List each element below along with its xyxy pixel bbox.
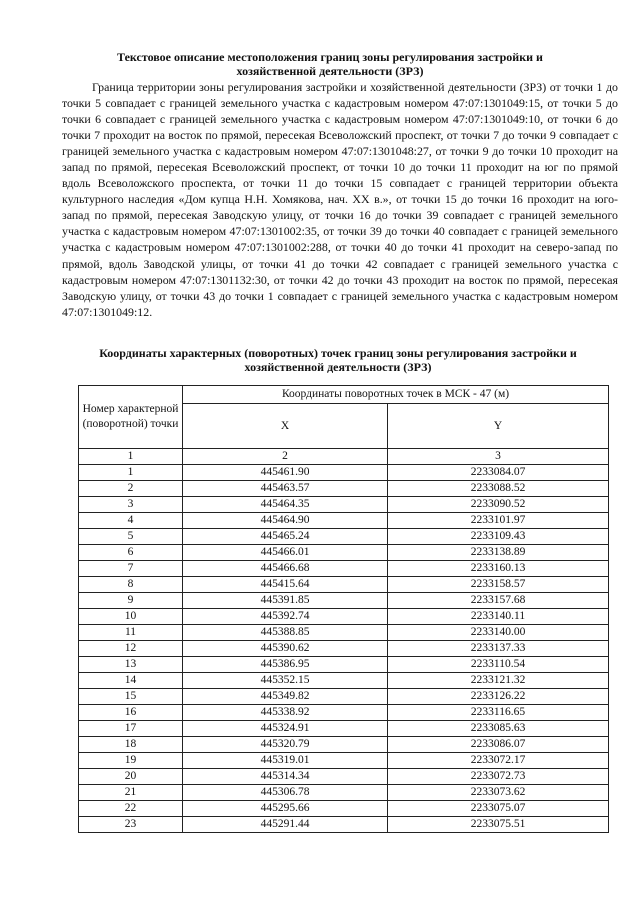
y-coordinate-cell: 2233140.11 xyxy=(388,609,609,625)
table-row xyxy=(79,513,609,529)
table-row xyxy=(79,737,609,753)
x-coordinate-cell: 445390.62 xyxy=(183,641,388,657)
index-cell: 1 xyxy=(79,449,183,465)
x-coordinate-cell: 445466.01 xyxy=(183,545,388,561)
point-number-cell: 7 xyxy=(79,561,183,577)
index-cell: 3 xyxy=(388,449,609,465)
point-number-cell: 2 xyxy=(79,481,183,497)
header-coordinates: Координаты поворотных точек в МСК - 47 (м) xyxy=(183,386,609,404)
x-coordinate-cell: 445324.91 xyxy=(183,721,388,737)
y-coordinate-cell: 2233137.33 xyxy=(388,641,609,657)
y-coordinate-cell: 2233101.97 xyxy=(388,513,609,529)
point-number-cell: 3 xyxy=(79,497,183,513)
x-coordinate-cell: 445461.90 xyxy=(183,465,388,481)
y-coordinate-cell: 2233075.07 xyxy=(388,801,609,817)
point-number-cell: 8 xyxy=(79,577,183,593)
point-number-cell: 14 xyxy=(79,673,183,689)
point-number-cell: 1 xyxy=(79,465,183,481)
table-header-row xyxy=(79,386,609,404)
header-x: X xyxy=(183,404,388,449)
point-number-cell: 18 xyxy=(79,737,183,753)
x-coordinate-cell: 445388.85 xyxy=(183,625,388,641)
coordinates-table xyxy=(78,385,609,833)
description-title xyxy=(60,50,600,78)
point-number-cell: 5 xyxy=(79,529,183,545)
table-row xyxy=(79,609,609,625)
table-row xyxy=(79,545,609,561)
y-coordinate-cell: 2233084.07 xyxy=(388,465,609,481)
x-coordinate-cell: 445314.34 xyxy=(183,769,388,785)
header-y: Y xyxy=(388,404,609,449)
point-number-cell: 23 xyxy=(79,817,183,833)
header-point-number: Номер характерной (поворотной) точки xyxy=(79,386,183,449)
point-number-cell: 21 xyxy=(79,785,183,801)
point-number-cell: 13 xyxy=(79,657,183,673)
table-row xyxy=(79,753,609,769)
table-row xyxy=(79,481,609,497)
y-coordinate-cell: 2233075.51 xyxy=(388,817,609,833)
y-coordinate-cell: 2233073.62 xyxy=(388,785,609,801)
table-row xyxy=(79,641,609,657)
table-body xyxy=(79,465,609,833)
point-number-cell: 22 xyxy=(79,801,183,817)
table-row xyxy=(79,657,609,673)
x-coordinate-cell: 445306.78 xyxy=(183,785,388,801)
table-row xyxy=(79,705,609,721)
y-coordinate-cell: 2233160.13 xyxy=(388,561,609,577)
table-row xyxy=(79,673,609,689)
point-number-cell: 20 xyxy=(79,769,183,785)
point-number-cell: 10 xyxy=(79,609,183,625)
point-number-cell: 17 xyxy=(79,721,183,737)
table-row xyxy=(79,577,609,593)
x-coordinate-cell: 445464.35 xyxy=(183,497,388,513)
point-number-cell: 19 xyxy=(79,753,183,769)
index-cell: 2 xyxy=(183,449,388,465)
point-number-cell: 6 xyxy=(79,545,183,561)
y-coordinate-cell: 2233157.68 xyxy=(388,593,609,609)
x-coordinate-cell: 445295.66 xyxy=(183,801,388,817)
y-coordinate-cell: 2233086.07 xyxy=(388,737,609,753)
table-row xyxy=(79,769,609,785)
table-row xyxy=(79,801,609,817)
table-row xyxy=(79,593,609,609)
table-row xyxy=(79,465,609,481)
x-coordinate-cell: 445338.92 xyxy=(183,705,388,721)
x-coordinate-cell: 445319.01 xyxy=(183,753,388,769)
table-row xyxy=(79,817,609,833)
point-number-cell: 15 xyxy=(79,689,183,705)
x-coordinate-cell: 445466.68 xyxy=(183,561,388,577)
x-coordinate-cell: 445415.64 xyxy=(183,577,388,593)
y-coordinate-cell: 2233138.89 xyxy=(388,545,609,561)
table-row xyxy=(79,529,609,545)
description-title-line2: хозяйственной деятельности (ЗРЗ) xyxy=(236,64,424,78)
y-coordinate-cell: 2233085.63 xyxy=(388,721,609,737)
table-row xyxy=(79,689,609,705)
point-number-cell: 16 xyxy=(79,705,183,721)
y-coordinate-cell: 2233116.65 xyxy=(388,705,609,721)
point-number-cell: 4 xyxy=(79,513,183,529)
y-coordinate-cell: 2233126.22 xyxy=(388,689,609,705)
coordinates-table-title-line2: хозяйственной деятельности (ЗРЗ) xyxy=(244,360,432,374)
point-number-cell: 12 xyxy=(79,641,183,657)
y-coordinate-cell: 2233072.17 xyxy=(388,753,609,769)
table-row xyxy=(79,785,609,801)
x-coordinate-cell: 445465.24 xyxy=(183,529,388,545)
y-coordinate-cell: 2233088.52 xyxy=(388,481,609,497)
x-coordinate-cell: 445352.15 xyxy=(183,673,388,689)
y-coordinate-cell: 2233158.57 xyxy=(388,577,609,593)
x-coordinate-cell: 445464.90 xyxy=(183,513,388,529)
y-coordinate-cell: 2233090.52 xyxy=(388,497,609,513)
x-coordinate-cell: 445463.57 xyxy=(183,481,388,497)
point-number-cell: 11 xyxy=(79,625,183,641)
point-number-cell: 9 xyxy=(79,593,183,609)
table-row xyxy=(79,721,609,737)
y-coordinate-cell: 2233121.32 xyxy=(388,673,609,689)
y-coordinate-cell: 2233109.43 xyxy=(388,529,609,545)
y-coordinate-cell: 2233140.00 xyxy=(388,625,609,641)
y-coordinate-cell: 2233072.73 xyxy=(388,769,609,785)
description-title-line1: Текстовое описание местоположения границ зоны регулирования застройки и xyxy=(117,50,543,64)
table-index-row xyxy=(79,449,609,465)
boundary-description-paragraph: Граница территории зоны регулирования застройки и хозяйственной деятельности (ЗРЗ) от точки 1 до точки 5 совпадает с границей земельного участка с кадастровым номером 47:07:1301049:15, от точки 5 до точки 6 совпадает с границей земельного участка с кадастровым номером 47:07:1301049:10, от точки 6 до точки 7 проходит на восток по прямой, пересекая Всеволожский проспект, от точки 7 до точки 9 совпадает с границей земельного участка с кадастровым номером 47:07:1301048:27, от точки 9 до точки 10 проходит на запад по прямой, пересекая Всеволожский проспект, от точки 10 до точки 11 проходит на юг по прямой вдоль Всеволожского проспекта, от точки 11 до точки 15 совпадает с границей территории объекта культурного наследия «Дом купца Н.Н. Хомякова, нач. XX в.», от точки 15 до точки 16 проходит на юго-запад по прямой, пересекая Заводскую улицу, от точки 16 до точки 39 совпадает с границей земельного участка с кадастровым номером 47:07:1301002:35, от точки 39 до точки 40 совпадает с границей земельного участка с кадастровым номером 47:07:1301002:288, от точки 40 до точки 41 проходит на северо-запад по прямой, вдоль Заводской улицы, от точки 41 до точки 42 совпадает с границей земельного участка с кадастровым номером 47:07:1301132:30, от точки 42 до точки 43 проходит на восток по прямой, пересекая Заводскую улицу, от точки 43 до точки 1 совпадает с границей земельного участка с кадастровым номером 47:07:1301049:12. xyxy=(62,80,618,319)
table-row xyxy=(79,561,609,577)
table-row xyxy=(79,625,609,641)
y-coordinate-cell: 2233110.54 xyxy=(388,657,609,673)
x-coordinate-cell: 445392.74 xyxy=(183,609,388,625)
coordinates-table-title-line1: Координаты характерных (поворотных) точек границ зоны регулирования застройки и xyxy=(99,346,577,360)
x-coordinate-cell: 445391.85 xyxy=(183,593,388,609)
coordinates-table-title xyxy=(60,346,616,374)
x-coordinate-cell: 445349.82 xyxy=(183,689,388,705)
x-coordinate-cell: 445386.95 xyxy=(183,657,388,673)
table-row xyxy=(79,497,609,513)
x-coordinate-cell: 445291.44 xyxy=(183,817,388,833)
x-coordinate-cell: 445320.79 xyxy=(183,737,388,753)
